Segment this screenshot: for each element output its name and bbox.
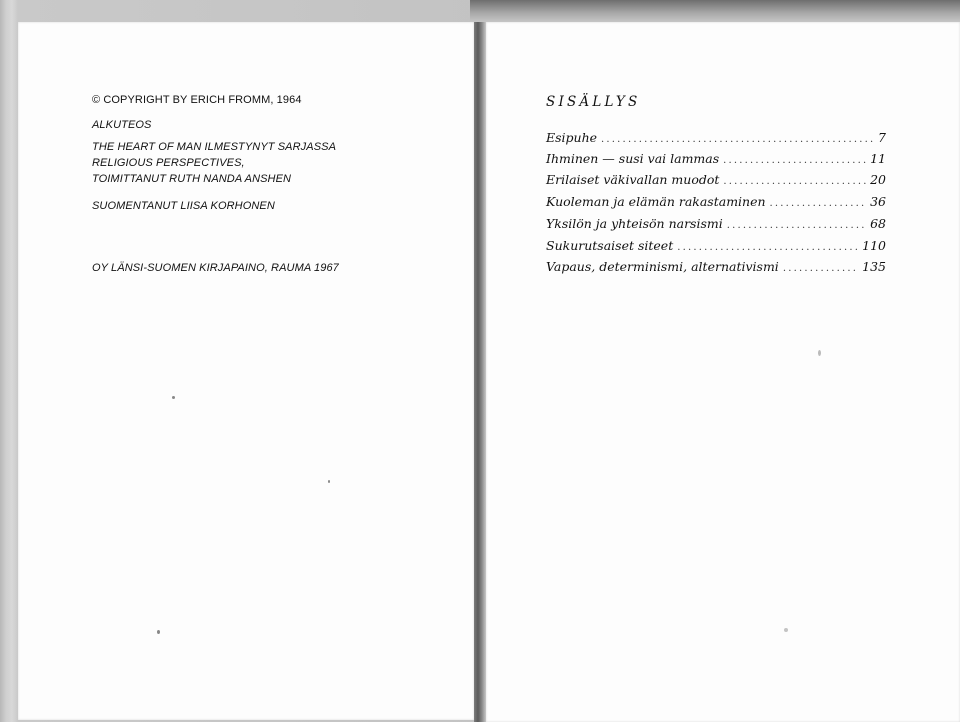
toc-entry-title: Kuoleman ja elämän rakastaminen [546,194,766,209]
translator-line: SUOMENTANUT LIISA KORHONEN [92,200,275,212]
toc-leader-dots [723,155,866,166]
toc-entry[interactable] [546,151,886,169]
series-line-3: TOIMITTANUT RUTH NANDA ANSHEN [92,173,292,185]
left-page [18,22,474,720]
toc-entry-title: Yksilön ja yhteisön narsismi [546,216,723,231]
toc-entry[interactable] [546,259,886,277]
toc-entry[interactable] [546,216,886,234]
toc-entry-title: Erilaiset väkivallan muodot [546,172,720,187]
printer-line: OY LÄNSI-SUOMEN KIRJAPAINO, RAUMA 1967 [92,262,339,274]
toc-entry[interactable] [546,172,886,190]
copyright-line: © COPYRIGHT BY ERICH FROMM, 1964 [92,94,302,106]
right-page [486,22,960,722]
toc-entry-page: 36 [870,194,886,209]
paper-speck [784,628,788,632]
toc-entry-title: Sukurutsaiset siteet [546,238,674,253]
paper-speck [818,350,821,356]
contents-heading: SISÄLLYS [546,94,641,110]
toc-leader-dots [723,176,866,187]
toc-entry-title: Vapaus, determinismi, alternativismi [546,259,779,274]
book-gutter [474,0,486,722]
toc-entry[interactable] [546,238,886,256]
toc-entry-page: 7 [878,130,886,145]
toc-entry-page: 135 [862,259,886,274]
series-line-2: RELIGIOUS PERSPECTIVES, [92,157,245,169]
series-line-1: THE HEART OF MAN ILMESTYNYT SARJASSA [92,141,337,153]
toc-leader-dots [601,134,874,145]
paper-speck [157,630,160,634]
original-title-label: ALKUTEOS [92,119,152,131]
toc-entry-title: Esipuhe [546,130,598,145]
toc-entry[interactable] [546,130,886,148]
toc-entry-title: Ihminen — susi vai lammas [546,151,720,166]
toc-leader-dots [783,263,858,274]
top-edge-shadow [470,0,960,22]
toc-entry[interactable] [546,194,886,212]
toc-entry-page: 68 [870,216,886,231]
toc-entry-page: 110 [862,238,886,253]
toc-leader-dots [677,242,858,253]
paper-speck [328,480,330,483]
toc-leader-dots [770,198,867,209]
toc-leader-dots [727,220,866,231]
paper-speck [172,396,175,399]
toc-entry-page: 20 [870,172,886,187]
toc-entry-page: 11 [870,151,886,166]
